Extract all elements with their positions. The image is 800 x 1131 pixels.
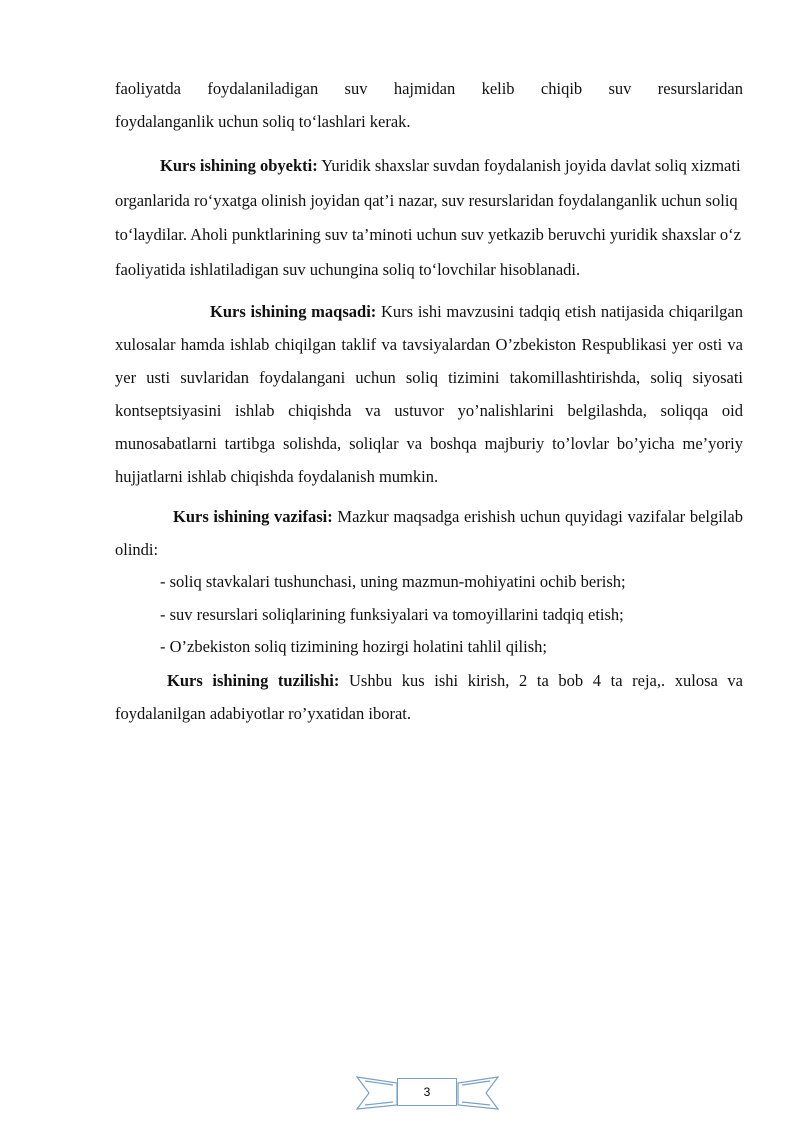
- paragraph-text: Mazkur maqsadga erishish uchun quyidagi vazifalar belgilab olindi:: [115, 507, 743, 559]
- document-page: [115, 72, 743, 730]
- paragraph-object: [115, 149, 743, 287]
- list-item: - O’zbekiston soliq tizimining hozirgi holatini tahlil qilish;: [160, 637, 547, 656]
- paragraph-tasks: [115, 500, 743, 566]
- section-heading-goal: Kurs ishining maqsadi:: [210, 302, 377, 321]
- paragraph-line: faoliyatda foydalaniladigan suv hajmidan kelib chiqib suv resurslaridan: [115, 79, 743, 98]
- paragraph-text: Kurs ishi mavzusini tadqiq etish natijasida chiqarilgan xulosalar hamda ishlab chiqilgan taklif va tavsiyalardan O’zbekiston Respublikasi yer osti va yer usti suvlaridan foydalangani uchun soliq tizimini takomillashtirishda, soliq siyosati kontseptsiyasini ishlab chiqishda va ustuvor yo’nalishlarini belgilashda, soliqqa oid munosabatlarni tartibga solishda, soliqlar va boshqa majburiy to’lovlar bo’yicha me’yoriy hujjatlarni ishlab chiqishda foydalanish mumkin.: [115, 302, 744, 486]
- paragraph-line: foydalanganlik uchun soliq to‘lashlari kerak.: [115, 112, 411, 131]
- paragraph-goal: [115, 295, 743, 493]
- section-heading-structure: Kurs ishining tuzilishi:: [167, 670, 340, 690]
- list-item: - suv resurslari soliqlarining funksiyalari va tomoyillarini tadqiq etish;: [160, 604, 624, 624]
- section-heading-tasks: Kurs ishining vazifasi:: [173, 507, 333, 526]
- page-footer: [355, 1073, 500, 1113]
- paragraph-intro: [115, 72, 743, 138]
- paragraph-text: Ushbu kus ishi kirish, 2 ta bob 4 ta reja,. xulosa va foydalanilgan adabiyotlar ro’yxatidan iborat.: [115, 670, 744, 723]
- section-heading-object: Kurs ishining obyekti:: [160, 156, 318, 175]
- list-item: - soliq stavkalari tushunchasi, uning mazmun-mohiyatini ochib berish;: [160, 572, 626, 591]
- paragraph-text: Yuridik shaxslar suvdan foydalanish joyida davlat soliq xizmati organlarida ro‘yxatga olinish joyidan qat’i nazar, suv resurslaridan foydalanganlik uchun soliq to‘laydilar. Aholi punktlarining suv ta’minoti uchun suv yetkazib beruvchi yuridik shaxslar o‘z faoliyatida ishlatiladigan suv uchungina soliq to‘lovchilar hisoblanadi.: [115, 156, 741, 279]
- page-number: 3: [397, 1078, 457, 1106]
- paragraph-structure: [115, 664, 743, 730]
